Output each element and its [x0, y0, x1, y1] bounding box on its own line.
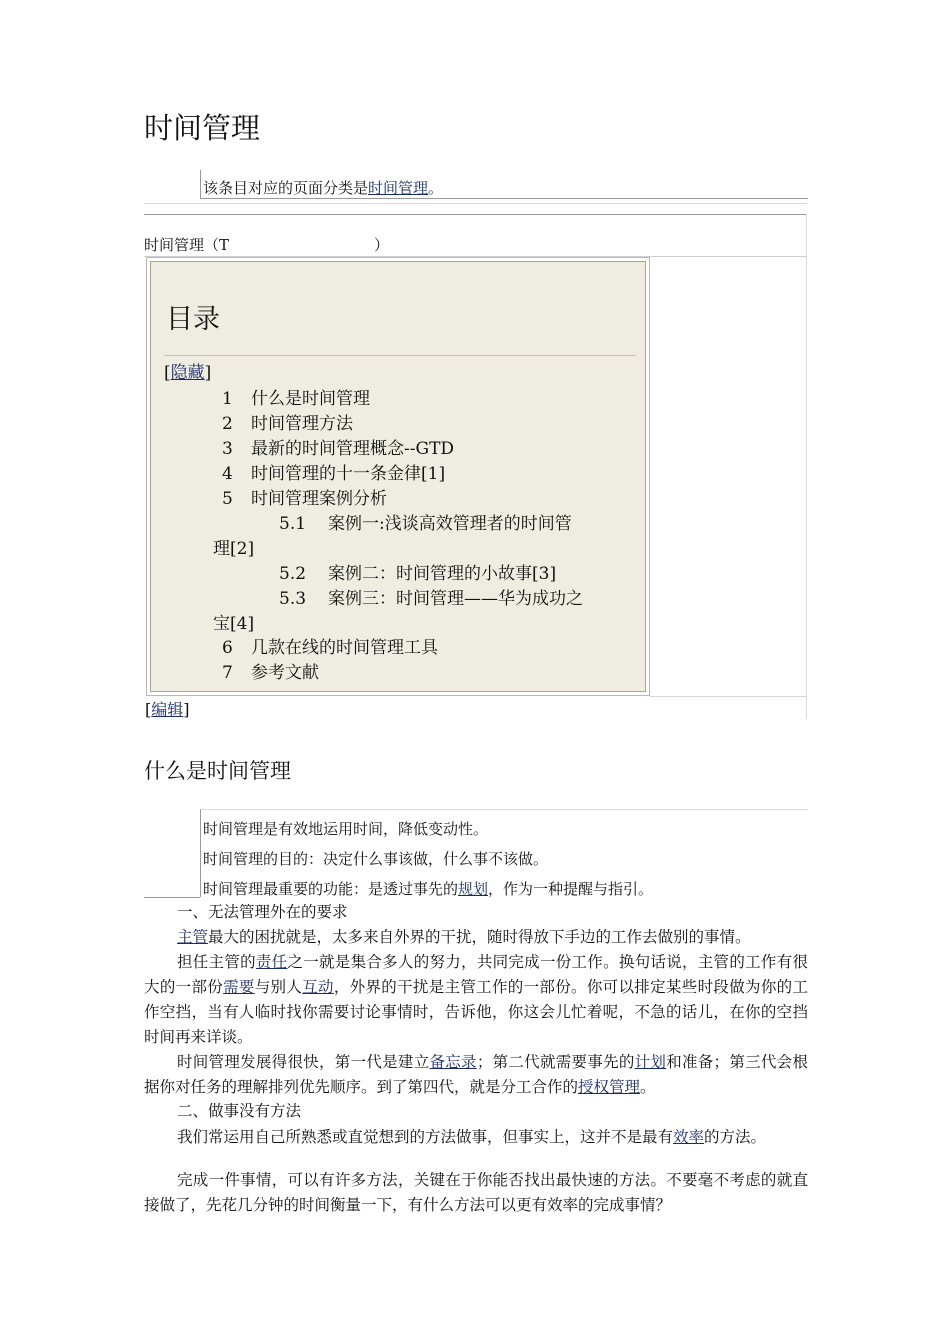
edit-link[interactable]: 编辑: [151, 700, 184, 719]
paragraph-4: [144, 1125, 808, 1150]
text: 的方法。: [704, 1128, 767, 1146]
bracket: [: [145, 700, 152, 719]
definition-line-2: 时间管理的目的：决定什么事该做，什么事不该做。: [203, 850, 549, 868]
category-text: [203, 178, 443, 198]
right-panel-border: [806, 214, 807, 719]
toc-label: 时间管理的十一条金律[1]: [251, 464, 446, 484]
toc-num: 2: [222, 414, 233, 434]
toc-title: 目录: [166, 304, 220, 335]
subheading-1: 一、无法管理外在的要求: [177, 903, 348, 921]
paragraph-3: [144, 1050, 808, 1100]
text: 和准备；第三代会根据你对任务的理解排列优先顺序。到了第四代，就是分工合作的: [144, 1053, 808, 1096]
abbreviation-line: [144, 235, 389, 255]
toc-item-4[interactable]: [222, 463, 445, 485]
toc-num: 6: [222, 638, 233, 658]
toc-frame: [146, 257, 650, 696]
need-link[interactable]: 需要: [223, 978, 255, 996]
planning-link[interactable]: 规划: [458, 880, 489, 898]
text: ，外界的干扰是主管工作的一部份。你可以排定某些时段做为你的工作空挡，当有人临时找你需要讨论事情时，告诉他，你这会儿忙着呢，不急的话儿，在你的空挡时间再来详谈。: [144, 978, 808, 1046]
toc-label: 案例二：时间管理的小故事[3]: [328, 564, 557, 584]
toc-item-5-2[interactable]: [279, 563, 556, 585]
toc-item-1[interactable]: [222, 388, 370, 410]
text: 时间管理最重要的功能：是透过事先的: [203, 880, 459, 898]
toc-item-5-1-cont[interactable]: 理[2]: [213, 539, 255, 559]
memo-link[interactable]: 备忘录: [429, 1053, 477, 1071]
divider: [144, 214, 807, 215]
category-box: [200, 170, 808, 199]
toc-label: 时间管理案例分析: [251, 489, 387, 509]
toc-num: 3: [222, 439, 233, 459]
bracket: ]: [204, 363, 212, 383]
category-link[interactable]: 时间管理: [368, 179, 429, 197]
abbreviation-right: ）: [374, 236, 390, 254]
toc-label: 参考文献: [251, 663, 319, 683]
toc-num: 5: [222, 489, 233, 509]
subheading-2: 二、做事没有方法: [177, 1102, 302, 1120]
table-of-contents: [150, 261, 646, 692]
toc-num: 5.2: [279, 564, 307, 584]
toc-item-6[interactable]: [222, 637, 438, 659]
category-prefix: 该条目对应的页面分类是: [203, 179, 369, 197]
toc-hide-link[interactable]: 隐藏: [170, 363, 205, 383]
toc-item-5[interactable]: [222, 488, 387, 510]
plan-link[interactable]: 计划: [634, 1053, 667, 1071]
text: 之一就是集合多人的努力，共同完成一份工作。换句话说，主管的工作有很大的一部份: [144, 953, 808, 996]
toc-num: 1: [222, 389, 233, 409]
toc-item-7[interactable]: [222, 662, 319, 684]
abbreviation-left: 时间管理（T: [144, 236, 230, 254]
toc-divider: [164, 355, 636, 356]
edit-section: [145, 699, 190, 721]
toc-item-3[interactable]: [222, 438, 454, 460]
text: 时间管理发展得很快，第一代是建立: [177, 1053, 430, 1071]
text: 最大的困扰就是，太多来自外界的干扰，随时得放下手边的工作去做别的事情。: [208, 928, 751, 946]
category-suffix: 。: [428, 179, 444, 197]
toc-label: 几款在线的时间管理工具: [251, 638, 438, 658]
definition-line-1: 时间管理是有效地运用时间，降低变动性。: [203, 820, 489, 838]
delegation-link[interactable]: 授权管理: [578, 1078, 641, 1096]
toc-label: 什么是时间管理: [251, 389, 370, 409]
divider: [144, 203, 807, 204]
text: ，作为一种提醒与指引。: [488, 880, 654, 898]
toc-item-5-3[interactable]: [279, 588, 583, 610]
responsibility-link[interactable]: 责任: [255, 953, 288, 971]
paragraph-2: [144, 950, 808, 1050]
interaction-link[interactable]: 互动: [302, 978, 334, 996]
toc-item-5-3-cont[interactable]: 宝[4]: [213, 614, 255, 634]
divider: [650, 696, 807, 697]
toc-num: 4: [222, 464, 233, 484]
paragraph-5: 完成一件事情，可以有许多方法，关键在于你能否找出最快速的方法。不要毫不考虑的就直接做了，先花几分钟的时间衡量一下，有什么方法可以更有效率的完成事情？: [144, 1171, 808, 1214]
toc-num: 5.3: [279, 589, 307, 609]
toc-label: 案例三：时间管理——华为成功之: [328, 589, 583, 609]
text: 我们常运用自己所熟悉或直觉想到的方法做事，但事实上，这并不是最有: [177, 1128, 674, 1146]
toc-label: 时间管理方法: [251, 414, 353, 434]
bracket: ]: [183, 700, 190, 719]
toc-item-2[interactable]: [222, 413, 353, 435]
page-title: 时间管理: [144, 111, 261, 145]
text: 担任主管的: [177, 953, 256, 971]
toc-label: 最新的时间管理概念--GTD: [251, 439, 455, 459]
paragraph-1: [144, 925, 808, 950]
text: ；第二代就需要事先的: [476, 1053, 635, 1071]
text: 与别人: [254, 978, 303, 996]
definition-line-3: [203, 879, 653, 899]
divider: [144, 897, 200, 898]
definition-box: [200, 809, 808, 897]
toc-num: 7: [222, 663, 233, 683]
manager-link[interactable]: 主管: [177, 928, 209, 946]
text: 。: [640, 1078, 656, 1096]
bracket: [: [164, 363, 171, 383]
toc-hide-toggle: [164, 362, 211, 384]
section-heading: 什么是时间管理: [144, 759, 291, 783]
toc-item-5-1[interactable]: [279, 513, 572, 535]
efficiency-link[interactable]: 效率: [673, 1128, 705, 1146]
toc-num: 5.1: [279, 514, 307, 534]
toc-label: 案例一:浅谈高效管理者的时间管: [328, 514, 572, 534]
